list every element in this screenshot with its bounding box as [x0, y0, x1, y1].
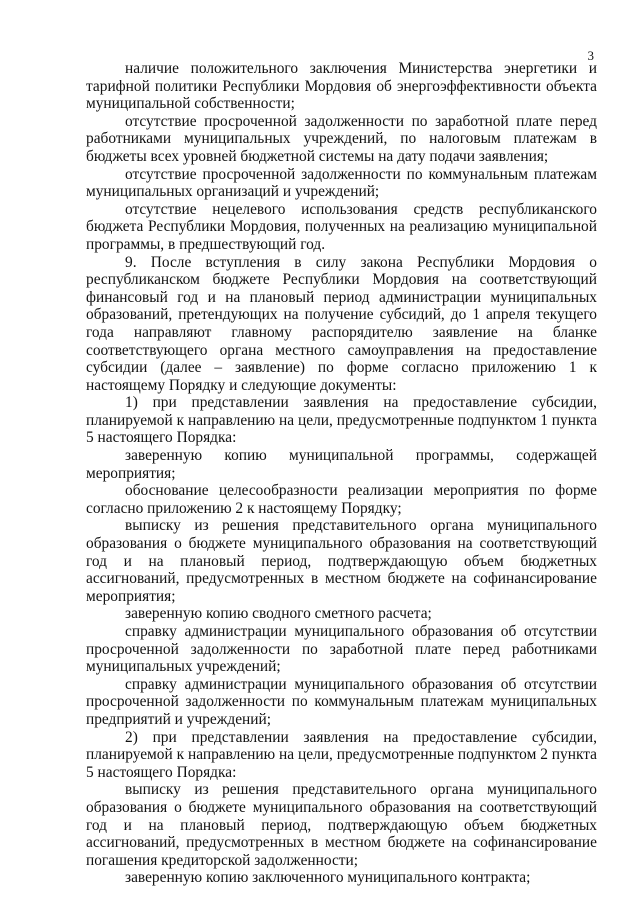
paragraph: 1) при представлении заявления на предоставление субсидии, планируемой к направлению на цели, предусмотренные подпунктом 1 пункта 5 настоящего Порядка: [86, 394, 597, 447]
paragraph: справку администрации муниципального образования об отсутствии просроченной задолженности по заработной плате перед работниками муниципальных учреждений; [86, 623, 597, 676]
paragraph: заверенную копию заключенного муниципального контракта; [125, 869, 531, 887]
paragraph: отсутствие просроченной задолженности по коммунальным платежам муниципальных организаций и учреждений; [86, 165, 597, 201]
paragraph: отсутствие просроченной задолженности по заработной плате перед работниками муниципальных учреждений, по налоговым платежам в бюджеты всех уровней бюджетной системы на дату подачи заявления; [86, 112, 597, 165]
paragraph: обоснование целесообразности реализации мероприятия по форме согласно приложению 2 к настоящему Порядку; [86, 482, 597, 517]
paragraph: заверенную копию сводного сметного расчета; [125, 605, 432, 623]
paragraph: выписку из решения представительного органа муниципального образования о бюджете муниципального образования на соответствующий год и на плановый период, подтверждающую объем бюджетных ассигнований, предусмотренных в местном бюджете на софинансирование погашения кредиторской задолженности; [86, 781, 597, 869]
document-body [86, 60, 597, 887]
paragraph: отсутствие нецелевого использования средств республиканского бюджета Республики Мордовия, полученных на реализацию муниципальной программы, в предшествующий год. [86, 200, 597, 253]
paragraph: 9. После вступления в силу закона Республики Мордовия о республиканском бюджете Республики Мордовия на соответствующий финансовый год и на плановый период администрации муниципальных образований, претендующих на получение субсидий, до 1 апреля текущего года направляют главному распорядителю заявление на бланке соответствующего органа местного самоуправления на предоставление субсидии (далее – заявление) по форме согласно приложению 1 к настоящему Порядку и следующие документы: [86, 253, 597, 394]
page-number: 3 [587, 48, 594, 63]
paragraph: справку администрации муниципального образования об отсутствии просроченной задолженности по коммунальным платежам муниципальных предприятий и учреждений; [86, 675, 597, 728]
paragraph: заверенную копию муниципальной программы, содержащей мероприятия; [86, 447, 597, 482]
paragraph: наличие положительного заключения Министерства энергетики и тарифной политики Республики Мордовия об энергоэффективности объекта муниципальной собственности; [86, 60, 597, 113]
paragraph: 2) при представлении заявления на предоставление субсидии, планируемой к направлению на цели, предусмотренные подпунктом 2 пункта 5 настоящего Порядка: [86, 728, 597, 781]
paragraph: выписку из решения представительного органа муниципального образования о бюджете муниципального образования на соответствующий год и на плановый период, подтверждающую объем бюджетных ассигнований, предусмотренных в местном бюджете на софинансирование мероприятия; [86, 517, 597, 605]
